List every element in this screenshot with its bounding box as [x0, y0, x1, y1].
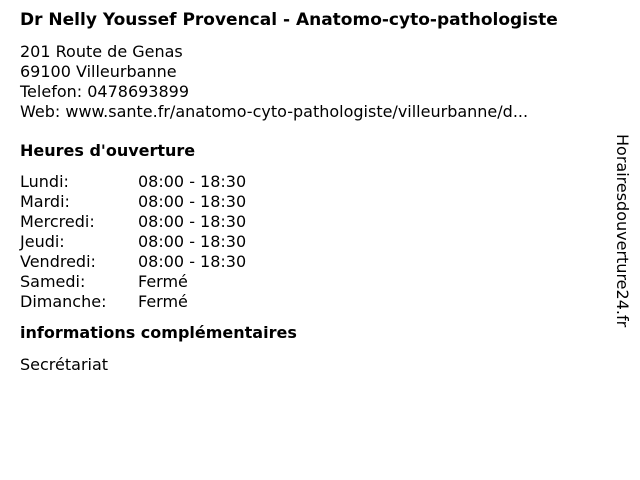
hours-table: [20, 172, 590, 312]
hours-row-vendredi: [20, 252, 590, 272]
time-value: 08:00 - 18:30: [138, 212, 247, 231]
time-value: 08:00 - 18:30: [138, 172, 247, 191]
website-link[interactable]: Web: www.sante.fr/anatomo-cyto-pathologiste/villeurbanne/d...: [20, 102, 529, 121]
day-label: Mercredi:: [20, 212, 95, 231]
hours-row-lundi: [20, 172, 590, 192]
day-label: Dimanche:: [20, 292, 107, 311]
hours-row-dimanche: [20, 292, 590, 312]
time-value: 08:00 - 18:30: [138, 192, 247, 211]
hours-row-mardi: [20, 192, 590, 212]
address-block: [20, 42, 590, 122]
page-title: Dr Nelly Youssef Provencal - Anatomo-cyto-pathologiste: [20, 10, 558, 30]
time-value: 08:00 - 18:30: [138, 232, 247, 251]
day-label: Vendredi:: [20, 252, 96, 271]
info-text: Secrétariat: [20, 355, 109, 374]
hours-row-mercredi: [20, 212, 590, 232]
hours-row-jeudi: [20, 232, 590, 252]
listing-content: [20, 10, 590, 375]
phone-number: Telefon: 0478693899: [20, 82, 190, 101]
time-value: Fermé: [138, 272, 188, 291]
time-value: Fermé: [138, 292, 188, 311]
day-label: Jeudi:: [20, 232, 65, 251]
side-brand-watermark: Horairesdouverture24.fr: [613, 134, 632, 328]
hours-heading: Heures d'ouverture: [20, 141, 196, 160]
day-label: Samedi:: [20, 272, 86, 291]
day-label: Mardi:: [20, 192, 70, 211]
city-postcode: 69100 Villeurbanne: [20, 62, 177, 81]
info-heading: informations complémentaires: [20, 323, 297, 342]
day-label: Lundi:: [20, 172, 69, 191]
time-value: 08:00 - 18:30: [138, 252, 247, 271]
street-address: 201 Route de Genas: [20, 42, 183, 61]
hours-row-samedi: [20, 272, 590, 292]
